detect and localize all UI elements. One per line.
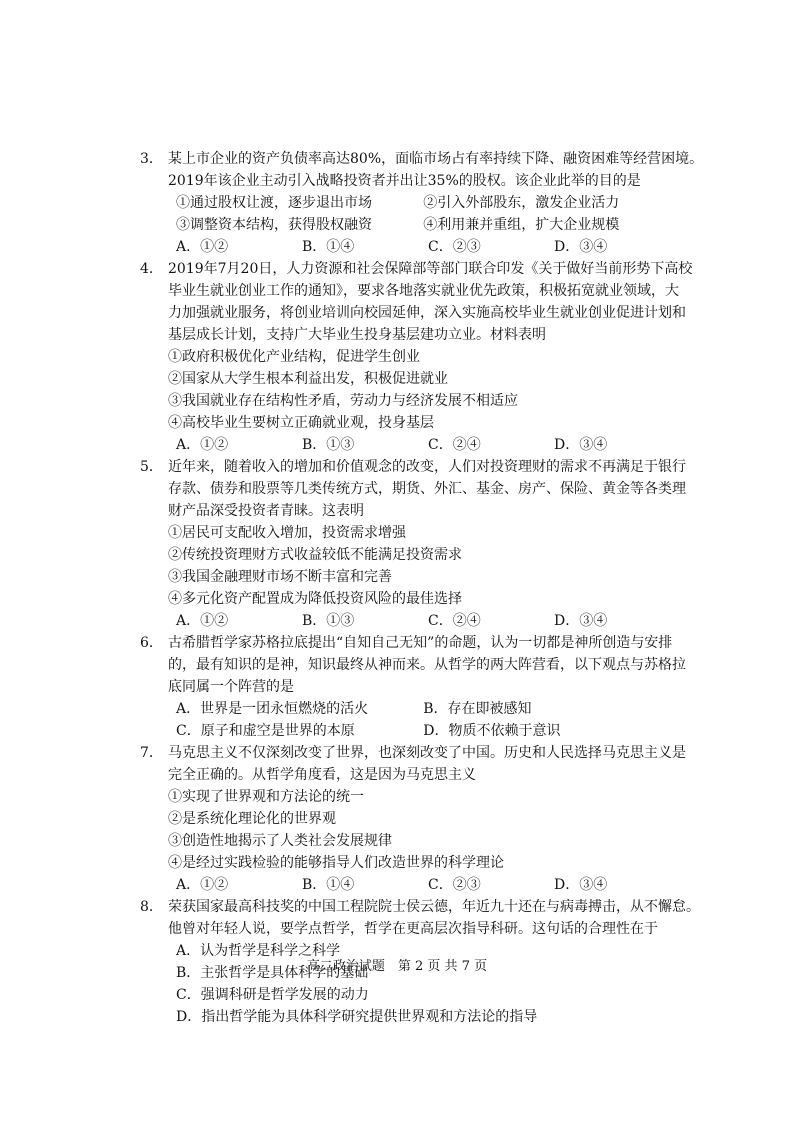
option-c: C．②③ [428,877,481,893]
option-b: B．①③ [302,613,355,629]
statement: ①居民可支配收入增加，投资需求增强 [168,525,406,541]
statement: ③创造性地揭示了人类社会发展规律 [168,833,392,849]
question-stem-line [140,456,720,478]
question-number: 4． [140,261,163,277]
question-stem-line [140,148,720,170]
question-3 [140,148,720,258]
page-footer: 高二政治试题 第 2 页 共 7 页 [306,959,488,974]
question-7 [140,742,720,896]
question-number: 7． [140,745,163,761]
option-d: D．③④ [554,877,608,893]
question-stem-line: 财产品深受投资者青睐。这表明 [168,503,364,519]
statement: ①政府积极优化产业结构，促进学生创业 [168,349,420,365]
option-a: A．世界是一团永恒燃烧的活火 [176,701,369,717]
stem-text: 2019年7月20日，人力资源和社会保障部等部门联合印发《关于做好当前形势下高校 [168,261,693,277]
questions-area [140,148,720,1028]
question-stem-line [140,258,720,280]
question-number: 6． [140,635,163,651]
option-d: D．物质不依赖于意识 [423,723,561,739]
question-4 [140,258,720,456]
option-b: B．主张哲学是具体科学的基础 [176,965,369,981]
statement: ②引入外部股东，激发企业活力 [423,195,620,211]
option-b: B．①③ [302,437,355,453]
question-number: 3． [140,151,163,167]
option-d: D．③④ [554,437,608,453]
question-stem-line: 的，最有知识的是神，知识最终从神而来。从哲学的两大阵营看，以下观点与苏格拉 [168,657,686,673]
statement: ②传统投资理财方式收益较低不能满足投资需求 [168,547,462,563]
stem-text: 马克思主义不仅深刻改变了世界，也深刻改变了中国。历史和人民选择马克思主义是 [168,745,686,761]
options-row [140,434,720,456]
option-d: D．③④ [554,613,608,629]
question-stem-line: 力加强就业服务，将创业培训向校园延伸，深入实施高校毕业生就业创业促进计划和 [168,305,686,321]
stem-text: 荣获国家最高科技奖的中国工程院院士侯云德，年近九十还在与病毒搏击，从不懈怠。 [168,899,700,915]
option-a: A．①② [176,613,229,629]
options-row [140,720,720,742]
options-row [140,236,720,258]
question-5 [140,456,720,632]
option-d: D．③④ [554,239,608,255]
statement: ②国家从大学生根本利益出发，积极促进就业 [168,371,448,387]
option-c: C．②④ [428,437,481,453]
statement: ③我国就业存在结构性矛盾，劳动力与经济发展不相适应 [168,393,518,409]
question-stem-line [140,742,720,764]
option-c: C．②④ [428,613,481,629]
option-a: A．①② [176,877,229,893]
statement: ④高校毕业生要树立正确就业观，投身基层 [168,415,434,431]
statement: ④是经过实践检验的能够指导人们改造世界的科学理论 [168,855,504,871]
statement-row [140,214,720,236]
question-number: 5． [140,459,163,475]
question-6 [140,632,720,742]
option-b: B．①④ [302,877,355,893]
option-b: B．存在即被感知 [423,701,532,717]
option-a: A．认为哲学是科学之科学 [176,943,341,959]
statement: ④多元化资产配置成为降低投资风险的最佳选择 [168,591,462,607]
option-a: A．①② [176,239,229,255]
statement: ③我国金融理财市场不断丰富和完善 [168,569,392,585]
option-c: C．强调科研是哲学发展的动力 [176,987,369,1003]
option-b: B．①④ [302,239,355,255]
question-stem-line [140,896,720,918]
options-row [140,698,720,720]
statement: ②是系统化理论化的世界观 [168,811,336,827]
stem-text: 近年来，随着收入的增加和价值观念的改变，人们对投资理财的需求不再满足于银行 [168,459,686,475]
options-row [140,874,720,896]
statement: ④利用兼并重组，扩大企业规模 [423,217,620,233]
statement: ①通过股权让渡，逐步退出市场 [176,195,372,211]
stem-text: 古希腊哲学家苏格拉底提出“自知自己无知”的命题，认为一切都是神所创造与安排 [168,635,673,651]
question-stem-line: 完全正确的。从哲学角度看，这是因为马克思主义 [168,767,476,783]
question-stem-line: 他曾对年轻人说，要学点哲学，哲学在更高层次指导科研。这句话的合理性在于 [168,921,658,937]
question-stem-line: 底同属一个阵营的是 [168,679,294,695]
statement: ①实现了世界观和方法论的统一 [168,789,364,805]
question-stem-line: 2019年该企业主动引入战略投资者并出让35%的股权。该企业此举的目的是 [168,173,641,189]
statement-row [140,192,720,214]
question-stem-line: 毕业生就业创业工作的通知》，要求各地落实就业优先政策，积极拓宽就业领域，大 [168,283,679,299]
option-c: C．原子和虚空是世界的本原 [176,723,355,739]
option-c: C．②③ [428,239,481,255]
question-stem-line: 存款、债券和股票等几类传统方式，期货、外汇、基金、房产、保险、黄金等各类理 [168,481,686,497]
question-number: 8． [140,899,163,915]
statement: ③调整资本结构，获得股权融资 [176,217,372,233]
options-row [140,610,720,632]
question-stem-line [140,632,720,654]
option-d: D．指出哲学能为具体科学研究提供世界观和方法论的指导 [176,1009,538,1025]
option-a: A．①② [176,437,229,453]
question-stem-line: 基层成长计划，支持广大毕业生投身基层建功立业。材料表明 [168,327,546,343]
stem-text: 某上市企业的资产负债率高达80%，面临市场占有率持续下降、融资困难等经营困境。 [168,151,704,167]
